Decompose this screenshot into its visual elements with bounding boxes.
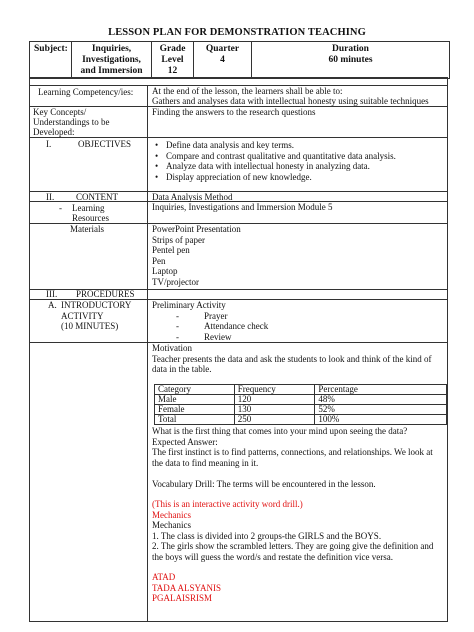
objective-item: • Display appreciation of new knowledge. <box>152 172 396 183</box>
preliminary-title: Preliminary Activity <box>152 300 226 310</box>
table-cell: 52% <box>315 405 447 415</box>
mechanics-heading-red: Mechanics <box>152 509 191 520</box>
preliminary-item: - Attendance check <box>176 321 268 332</box>
competency-line: At the end of the lesson, the learners shall be able to: <box>152 86 343 96</box>
procedures-label: PROCEDURES <box>76 289 135 299</box>
resources-label: Learning <box>72 203 105 213</box>
mechanics-step: 1. The class is divided into 2 groups-the GIRLS and the BOYS. <box>152 530 382 541</box>
expected-answer-line: The first instinct is to find patterns, connections, and relationships. We look at <box>152 447 433 457</box>
motivation-title: Motivation <box>152 343 192 353</box>
table-row <box>155 395 447 405</box>
objective-item: • Define data analysis and key terms. <box>152 140 396 151</box>
resources-label: Resources <box>72 213 109 223</box>
table-cell: 250 <box>234 415 315 425</box>
objective-item: • Compare and contrast qualitative and quantitative data analysis. <box>152 151 396 162</box>
mechanics-heading: Mechanics <box>152 520 191 530</box>
table-cell: 48% <box>315 395 447 405</box>
table-row <box>155 405 447 415</box>
table-header-row <box>155 385 447 395</box>
content-number: II. <box>46 192 55 202</box>
table-header-cell: Category <box>155 385 235 395</box>
intro-number: A. <box>48 300 57 310</box>
resources-text: Inquiries, Investigations and Immersion Module 5 <box>152 202 333 212</box>
material-item: TV/projector <box>152 276 199 287</box>
lesson-table <box>29 77 448 622</box>
objectives-list <box>152 140 396 182</box>
table-cell: 100% <box>315 415 447 425</box>
row-divider <box>30 137 447 138</box>
content-label: CONTENT <box>76 192 118 202</box>
table-cell: 120 <box>234 395 315 405</box>
key-concepts-label: Developed: <box>33 127 75 137</box>
table-cell: 130 <box>234 405 315 415</box>
material-item: PowerPoint Presentation <box>152 224 241 234</box>
duration-line: Duration <box>332 44 369 54</box>
motivation-line: data in the table. <box>152 364 212 374</box>
preliminary-item: - Review <box>176 332 268 343</box>
quarter-line: Quarter <box>205 44 240 54</box>
frequency-table <box>154 384 447 425</box>
objectives-label: OBJECTIVES <box>78 139 132 149</box>
intro-label: (10 MINUTES) <box>61 321 119 331</box>
preliminary-list <box>176 311 268 343</box>
table-header-cell: Frequency <box>234 385 315 395</box>
preliminary-item: - Prayer <box>176 311 268 322</box>
objective-item: • Analyze data with intellectual honesty in analyzing data. <box>152 161 396 172</box>
table-cell: Male <box>155 395 235 405</box>
grade-cell <box>152 42 194 78</box>
subject-label: Subject: <box>34 44 68 54</box>
competency-label: Learning Competency/ies: <box>38 87 134 97</box>
quarter-cell <box>194 42 252 78</box>
grade-line: 12 <box>167 66 178 76</box>
material-item: Pen <box>152 255 166 266</box>
question-text: What is the first thing that comes into your mind upon seeing the data? <box>152 426 408 436</box>
subject-value-cell <box>72 42 152 78</box>
column-divider <box>147 85 148 621</box>
expected-answer-label: Expected Answer: <box>152 436 218 447</box>
procedures-number: III. <box>46 289 58 299</box>
scrambled-word: PGALAISRISM <box>152 593 213 603</box>
competency-line: Gathers and analyses data with intellectual honesty using suitable techniques <box>152 96 429 106</box>
subject-value-line: Investigations, <box>82 55 141 65</box>
mechanics-step: the boys will guess the word/s and restate the definition vice versa. <box>152 551 393 562</box>
duration-line: 60 minutes <box>328 55 373 65</box>
grade-line: Grade <box>159 44 186 54</box>
objectives-number: I. <box>46 139 52 149</box>
row-divider <box>30 342 447 343</box>
key-concepts-label: Understandings to be <box>33 117 110 127</box>
intro-label: ACTIVITY <box>61 310 104 321</box>
subject-label-cell <box>30 42 72 78</box>
material-item: Strips of paper <box>152 234 205 245</box>
subject-value-line: and Immersion <box>80 66 143 76</box>
vocabulary-drill: Vocabulary Drill: The terms will be encountered in the lesson. <box>152 479 376 489</box>
quarter-line: 4 <box>220 55 225 65</box>
table-cell: Total <box>155 415 235 425</box>
document-title: LESSON PLAN FOR DEMONSTRATION TEACHING <box>108 27 366 38</box>
resources-dash: - <box>59 203 62 213</box>
key-concepts-label: Key Concepts/ <box>33 107 87 117</box>
materials-label: Materials <box>70 224 104 234</box>
mechanics-step: 2. The girls show the scrambled letters. They are going give the definition and <box>152 541 434 551</box>
material-item: Pentel pen <box>152 245 190 255</box>
expected-answer-line: the data to find meaning in it. <box>152 457 259 468</box>
subject-value-line: Inquiries, <box>91 44 132 54</box>
table-cell: Female <box>155 405 235 415</box>
duration-cell <box>252 42 449 78</box>
content-text: Data Analysis Method <box>152 192 233 202</box>
material-item: Laptop <box>152 266 178 276</box>
motivation-line: Teacher presents the data and ask the students to look and think of the kind of <box>152 353 432 364</box>
table-header-cell: Percentage <box>315 385 447 395</box>
table-row <box>155 415 447 425</box>
scrambled-word: TADA ALSYANIS <box>152 582 222 593</box>
scrambled-word: ATAD <box>152 572 176 582</box>
key-concepts-text: Finding the answers to the research questions <box>152 107 316 117</box>
intro-label: INTRODUCTORY <box>61 300 132 310</box>
header-table <box>29 41 450 79</box>
interactive-note: (This is an interactive activity word drill.) <box>152 499 303 509</box>
grade-line: Level <box>161 55 184 65</box>
